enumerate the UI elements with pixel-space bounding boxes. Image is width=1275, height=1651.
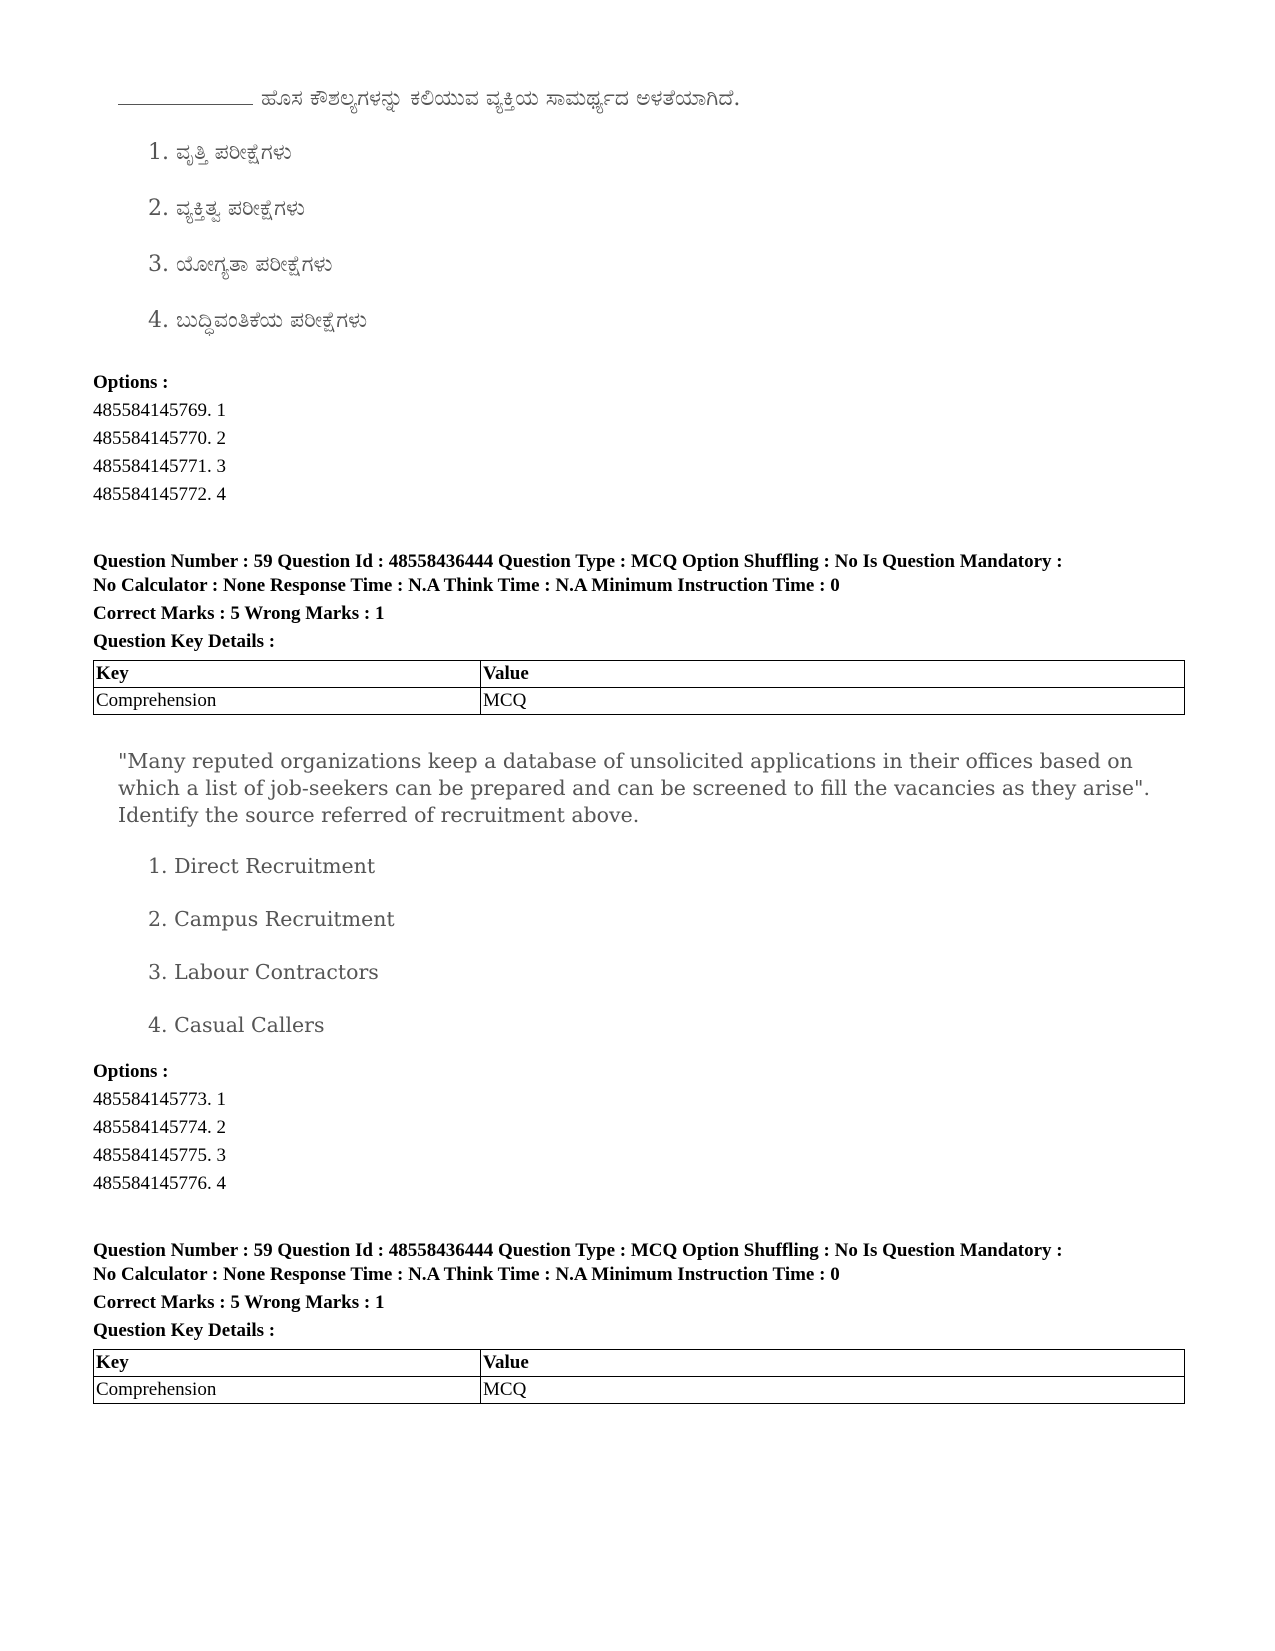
answer-blank — [118, 104, 253, 105]
table-cell-value: MCQ — [481, 1377, 1185, 1404]
option-line: 485584145769. 1 — [93, 400, 226, 421]
table-header-row — [94, 661, 1185, 688]
option-line: 485584145770. 2 — [93, 428, 226, 449]
table-header-key: Key — [94, 661, 481, 688]
table-cell-value: MCQ — [481, 688, 1185, 715]
marks-line: Correct Marks : 5 Wrong Marks : 1 — [93, 603, 385, 624]
question-en-choice-3: 3. Labour Contractors — [148, 960, 379, 984]
table-header-value: Value — [481, 661, 1185, 688]
table-row — [94, 688, 1185, 715]
question-en-choice-4: 4. Casual Callers — [148, 1013, 325, 1037]
question-kn-stem-text: ಹೊಸ ಕೌಶಲ್ಯಗಳನ್ನು ಕಲಿಯುವ ವ್ಯಕ್ತಿಯ ಸಾಮರ್ಥ್ಯದ ಅಳತೆಯಾಗಿದೆ. — [261, 86, 741, 111]
table-row — [94, 1377, 1185, 1404]
key-details-heading: Question Key Details : — [93, 631, 276, 652]
option-line: 485584145773. 1 — [93, 1089, 226, 1110]
table-header-value: Value — [481, 1350, 1185, 1377]
key-details-heading: Question Key Details : — [93, 1320, 276, 1341]
marks-line: Correct Marks : 5 Wrong Marks : 1 — [93, 1292, 385, 1313]
option-line: 485584145775. 3 — [93, 1145, 226, 1166]
options-heading: Options : — [93, 1061, 169, 1082]
question-meta-line-1: Question Number : 59 Question Id : 48558436444 Question Type : MCQ Option Shuffling : No Is Question Mandatory : — [93, 551, 1063, 572]
table-header-row — [94, 1350, 1185, 1377]
question-en-choice-1: 1. Direct Recruitment — [148, 854, 376, 878]
table-cell-key: Comprehension — [94, 1377, 481, 1404]
question-kn-choice-1: 1. ವೃತ್ತಿ ಪರೀಕ್ಷೆಗಳು — [148, 140, 292, 165]
question-kn-choice-4: 4. ಬುದ್ಧಿವಂತಿಕೆಯ ಪರೀಕ್ಷೆಗಳು — [148, 308, 368, 333]
option-line: 485584145772. 4 — [93, 484, 226, 505]
option-line: 485584145776. 4 — [93, 1173, 226, 1194]
options-heading: Options : — [93, 372, 169, 393]
question-kn-choice-3: 3. ಯೋಗ್ಯತಾ ಪರೀಕ್ಷೆಗಳು — [148, 252, 333, 277]
option-line: 485584145774. 2 — [93, 1117, 226, 1138]
question-en-stem: "Many reputed organizations keep a database of unsolicited applications in their offices based on which a list of job-seekers can be prepared and can be screened to fill the vacancies as they arise". Identify the source referred of recruitment above. — [118, 749, 1150, 827]
question-meta-line-2: No Calculator : None Response Time : N.A Think Time : N.A Minimum Instruction Time : 0 — [93, 1264, 840, 1285]
question-kn-stem — [118, 86, 740, 111]
question-kn-choice-2: 2. ವ್ಯಕ್ತಿತ್ವ ಪರೀಕ್ಷೆಗಳು — [148, 196, 305, 221]
question-meta-line-2: No Calculator : None Response Time : N.A Think Time : N.A Minimum Instruction Time : 0 — [93, 575, 840, 596]
table-header-key: Key — [94, 1350, 481, 1377]
option-line: 485584145771. 3 — [93, 456, 226, 477]
question-meta-line-1: Question Number : 59 Question Id : 48558436444 Question Type : MCQ Option Shuffling : No Is Question Mandatory : — [93, 1240, 1063, 1261]
question-en-choice-2: 2. Campus Recruitment — [148, 907, 395, 931]
key-details-table — [93, 1349, 1185, 1404]
table-cell-key: Comprehension — [94, 688, 481, 715]
key-details-table — [93, 660, 1185, 715]
